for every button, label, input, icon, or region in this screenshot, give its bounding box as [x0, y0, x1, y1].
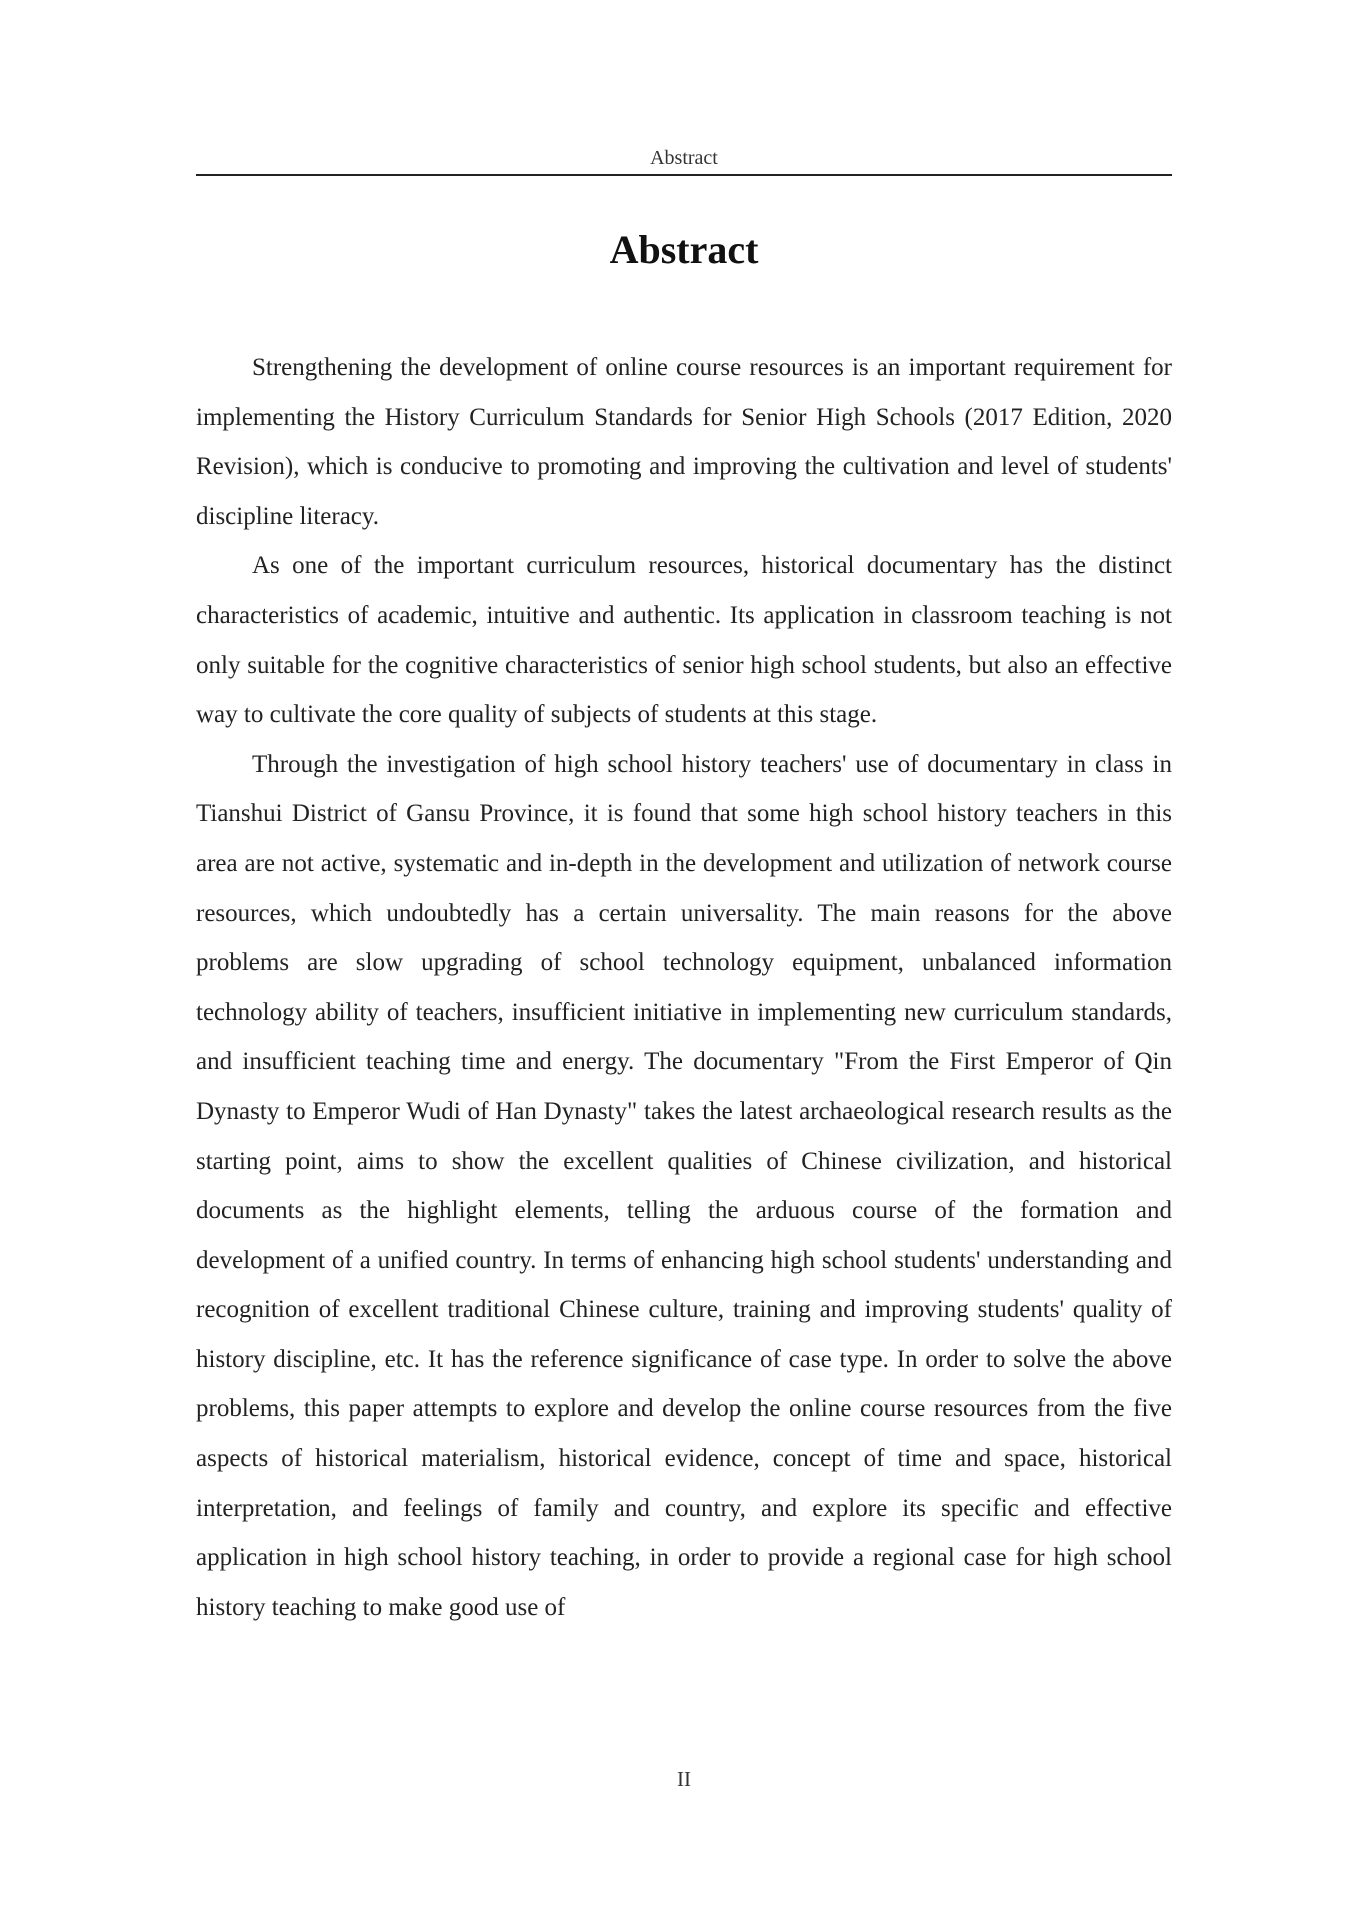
- paragraph-3: Through the investigation of high school history teachers' use of documentary in class in Tianshui District of Gansu Province, it is found that some high school history teachers in this area are not active, systematic and in-depth in the development and utilization of network course resources, which undoubtedly has a certain universality. The main reasons for the above problems are slow upgrading of school technology equipment, unbalanced information technology ability of teachers, insufficient initiative in implementing new curriculum standards, and insufficient teaching time and energy. The documentary "From the First Emperor of Qin Dynasty to Emperor Wudi of Han Dynasty" takes the latest archaeological research results as the starting point, aims to show the excellent qualities of Chinese civilization, and historical documents as the highlight elements, telling the arduous course of the formation and development of a unified country. In terms of enhancing high school students' understanding and recognition of excellent traditional Chinese culture, training and improving students' quality of history discipline, etc. It has the reference significance of case type. In order to solve the above problems, this paper attempts to explore and develop the online course resources from the five aspects of historical materialism, historical evidence, concept of time and space, historical interpretation, and feelings of family and country, and explore its specific and effective application in high school history teaching, in order to provide a regional case for high school history teaching to make good use of: [196, 750, 1172, 1621]
- page-title: Abstract: [609, 227, 759, 272]
- paragraph-1: Strengthening the development of online course resources is an important requirement for implementing the History Curriculum Standards for Senior High Schools (2017 Edition, 2020 Revision), which is conducive to promoting and improving the cultivation and level of students' discipline literacy.: [196, 354, 1172, 530]
- paragraph-2: As one of the important curriculum resources, historical documentary has the distinct characteristics of academic, intuitive and authentic. Its application in classroom teaching is not only suitable for the cognitive characteristics of senior high school students, but also an effective way to cultivate the core quality of subjects of students at this stage.: [196, 552, 1172, 729]
- running-header: Abstract: [650, 147, 718, 169]
- page-number: II: [677, 1767, 691, 1791]
- abstract-body: [196, 343, 1172, 1632]
- header-rule: [196, 174, 1172, 176]
